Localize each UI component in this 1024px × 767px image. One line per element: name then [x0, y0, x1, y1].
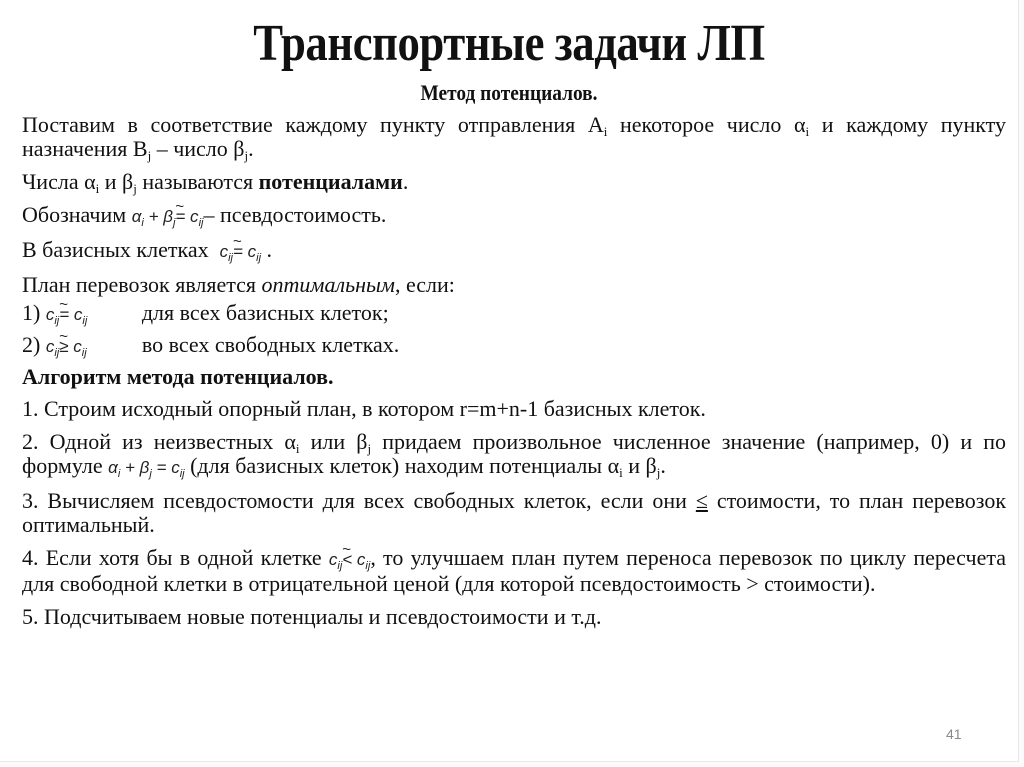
formula-condition-1: $c_{ij}\sim = c_{ij}$: [46, 303, 142, 327]
formula-potentials-sum: $\alpha_i + \beta_j = c_{ij}$: [108, 458, 185, 480]
paragraph-potentials-definition: Поставим в соответствие каждому пункту отправления $A_i$ некоторое число $\alpha_i$ и каждому пункту назначения $B_j$ – число $\beta_j$.: [22, 112, 1006, 163]
algorithm-step-4: 4. Если хотя бы в одной клетке $c_{ij}\sim < c_{ij}$, то улучшаем план путем переноса перевозок по циклу пересчета для свободной клетки в отрицательной ценой (для которой псевдостоимость > стоимости).: [22, 546, 1006, 596]
formula-condition-2: $c_{ij}\sim \ge c_{ij}$: [46, 335, 142, 359]
slide-title: Транспортные задачи ЛП: [253, 15, 765, 72]
algorithm-step-5: 5. Подсчитываем новые потенциалы и псевдостоимости и т.д.: [22, 604, 602, 629]
paragraph-potentials-name: Числа $\alpha_i$ и $\beta_j$ называются потенциалами.: [22, 169, 409, 196]
algorithm-heading: Алгоритм метода потенциалов.: [22, 364, 334, 389]
formula-pseudocost: $\alpha_i$ + $\beta_j\sim = c_{ij}$: [132, 205, 204, 229]
term-potentials: потенциалами: [258, 169, 403, 194]
condition-1: 1) $c_{ij}\sim = c_{ij}$ для всех базисных клеток;: [22, 301, 1006, 327]
algorithm-step-1: 1. Строим исходный опорный план, в котором r=m+n-1 базисных клеток.: [22, 396, 706, 421]
slide-subtitle: Метод потенциалов.: [420, 80, 598, 105]
formula-basic-equality: $c_{ij}\sim = c_{ij}$: [220, 240, 261, 264]
condition-2: 2) $c_{ij}\sim \ge c_{ij}$ во всех свободных клетках.: [22, 333, 1006, 359]
slide-body: [22, 113, 1006, 638]
paragraph-optimality: План перевозок является оптимальным, если:: [22, 272, 455, 297]
page-number: 41: [946, 726, 962, 742]
algorithm-step-2: 2. Одной из неизвестных $\alpha_i$ или $\beta_j$ придаем произвольное численное значение (например, 0) и по формуле $\alpha_i + \beta_j = c_{ij}$ (для базисных клеток) находим потенциалы $\alpha_i$ и $\beta_j$.: [22, 429, 1007, 480]
paragraph-basic-cells: В базисных клетках $c_{ij}\sim = c_{ij}$ .: [22, 238, 1006, 264]
paragraph-pseudocost: Обозначим $\alpha_i$ + $\beta_j\sim = c_{ij}-$ псевдостоимость.: [22, 203, 1006, 229]
formula-negative-cell: $c_{ij}\sim < c_{ij}$: [329, 548, 370, 572]
algorithm-step-3: 3. Вычисляем псевдостомости для всех свободных клеток, если они ≤ стоимости, то план перевозок оптимальный.: [22, 488, 1007, 537]
